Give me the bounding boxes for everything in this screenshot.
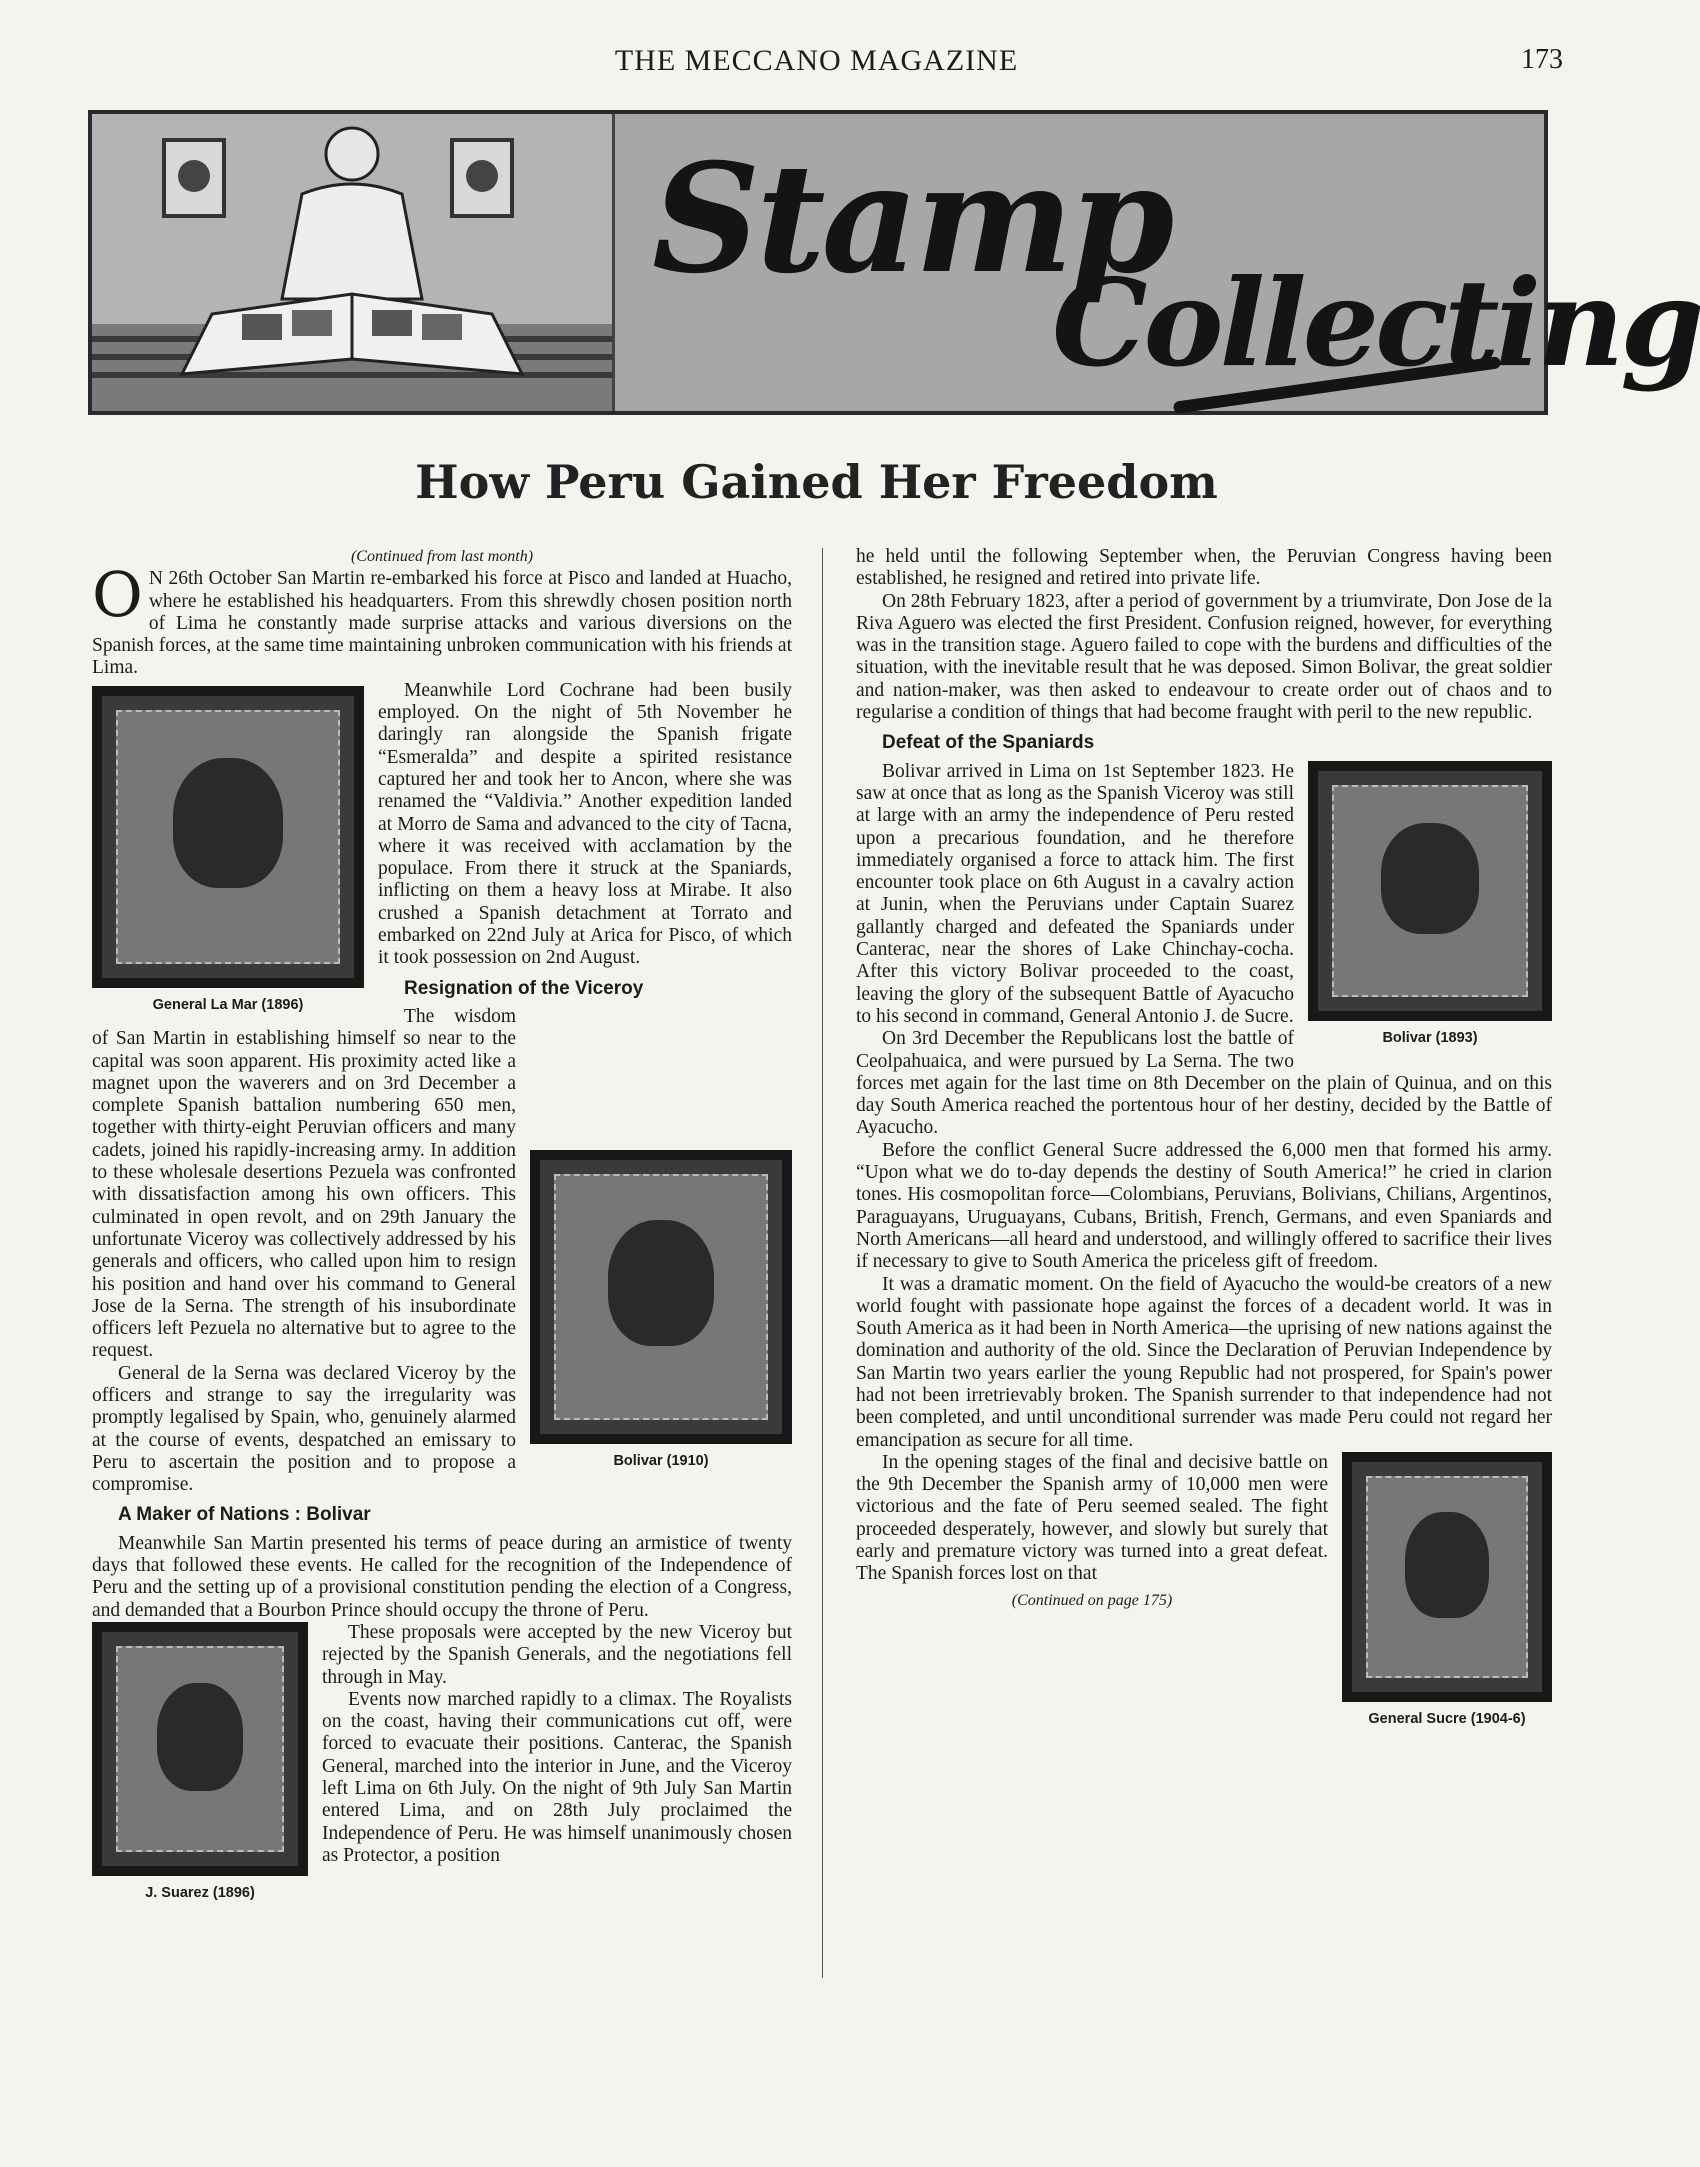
paragraph: On 28th February 1823, after a period of government by a triumvirate, Don Jose de la Riva Aguero was elected the first President. Confusion reigned, however, for everything was in the transition stage. Aguero failed to cope with the burdens and difficulties of the situation, with the inevitable result that he was deposed. Simon Bolivar, the great soldier and nation-maker, was then asked to endeavour to create order out of chaos and to regularise a condition of things that had become fraught with peril to the new republic. xyxy=(856,590,1552,724)
paragraph: General de la Serna was declared Viceroy by the officers and strange to say the irregularity was promptly legalised by Spain, who, genuinely alarmed at the course of events, despatched an emissary to Peru to ascertain the position and to propose a compromise. xyxy=(92,1362,516,1496)
paragraph: Meanwhile San Martin presented his terms of peace during an armistice of twenty days that followed these events. He called for the recognition of the Independence of Peru and the setting up of a provisional constitution pending the election of a Congress, and demanded that a Bourbon Prince should occupy the throne of Peru. xyxy=(92,1532,792,1621)
stamp-image xyxy=(1342,1452,1552,1702)
stamp-image xyxy=(92,686,364,988)
stamp-collecting-banner xyxy=(88,110,1700,415)
stamp-general-la-mar xyxy=(92,686,364,1016)
banner-title-collecting: Collecting xyxy=(1052,253,1700,394)
portrait-icon xyxy=(608,1220,714,1346)
paragraph: On 3rd December the Republicans lost the battle of Ceolpahuaica, and were pursued by La Serna. The two forces met again for the last time on 8th December on the plain of Quinua, and on this day South America reached the portentous hour of her destiny, decided by the Battle of Ayacucho. xyxy=(856,1028,1552,1139)
paragraph: Meanwhile Lord Cochrane had been busily employed. On the night of 5th November he daringly ran alongside the Spanish frigate “Esmeralda” and despite a spirited resistance captured her and took her to Ancon, where she was renamed the “Valdivia.” Another expedition landed at Morro de Sama and advanced to the city of Tacna, where it was received with acclamation by the populace. From there it struck at the Spaniards, inflicting on them a heavy loss at Mirabe. It also crushed a Spanish detachment at Torrato and embarked on 22nd July at Arica for Pisco, of which it took possession on 2nd August. xyxy=(378,679,792,969)
stamp-image xyxy=(530,1150,792,1444)
stamp-image xyxy=(92,1622,308,1876)
continued-on-note: (Continued on page 175) xyxy=(1011,1591,1173,1609)
drop-cap: O xyxy=(92,558,143,632)
banner-illustration xyxy=(92,114,612,411)
paragraph xyxy=(92,558,792,679)
collector-illustration-icon xyxy=(92,114,612,411)
stamp-j-suarez xyxy=(92,1622,308,1904)
right-column xyxy=(856,546,1552,1734)
stamp-caption: Bolivar (1893) xyxy=(1382,1029,1478,1046)
portrait-icon xyxy=(157,1683,243,1791)
paragraph: Events now marched rapidly to a climax. The Royalists on the coast, having their communications cut off, were forced to evacuate their positions. Canterac, the Spanish General, marched into the interior in June, and the Viceroy left Lima on 6th July. On the night of 9th July San Martin entered Lima, and on 28th July proclaimed the Independence of Peru. He was himself unanimously chosen as Protector, a position xyxy=(322,1688,792,1866)
column-divider xyxy=(822,548,823,1978)
section-heading-defeat: Defeat of the Spaniards xyxy=(882,732,1095,754)
magazine-title: THE MECCANO MAGAZINE xyxy=(614,44,1019,77)
paragraph: he held until the following September when, the Peruvian Congress having been established, he resigned and retired into private life. xyxy=(856,546,1552,590)
stamp-bolivar-1893 xyxy=(1308,761,1552,1049)
paragraph-text: N 26th October San Martin re-embarked his force at Pisco and landed at Huacho, where he established his headquarters. From this shrewdly chosen position north of Lima he constantly made surprise attacks and various diversions on the Spanish forces, at the same time maintaining unbroken communication with his friends at Lima. xyxy=(92,568,792,679)
paragraph: The wisdom of San Martin in establishing himself so near to the capital was soon apparent. His proximity acted like a magnet upon the waverers and on 3rd December a complete Spanish battalion numbering 650 men, together with thirty-eight Peruvian officers and many cadets, joined his rapidly-increasing army. In addition to these wholesale desertions Pezuela was confronted with dissatisfaction among his own officers. This culminated in open revolt, and on 29th January the unfortunate Viceroy was collectively addressed by his generals and officers, who called upon him to resign his position and hand over his command to General Jose de la Serna. The strength of his insubordinate officers left Pezuela no alternative but to agree to the request. xyxy=(92,1005,516,1362)
stamp-image xyxy=(1308,761,1552,1021)
paragraph: Bolivar arrived in Lima on 1st September 1823. He saw at once that as long as the Spanish Viceroy was still at large with an army the independence of Peru rested upon a precarious foundation, and he therefore immediately organised a force to attack him. The first encounter took place on 6th August in a cavalry action at Junin, when the Peruvians under Captain Suarez gallantly charged and defeated the Spaniards under Canterac, near the shores of Lake Chinchay-cocha. After this victory Bolivar proceeded to the coast, leaving the glory of the subsequent Battle of Ayacucho to his second in command, General Antonio J. de Sucre. xyxy=(856,760,1294,1027)
page-number: 173 xyxy=(1521,44,1563,75)
left-column xyxy=(92,546,792,1908)
continued-from-note: (Continued from last month) xyxy=(350,548,534,565)
portrait-icon xyxy=(1381,823,1480,933)
portrait-icon xyxy=(1405,1512,1489,1618)
stamp-caption: General Sucre (1904-6) xyxy=(1368,1710,1526,1727)
paragraph: These proposals were accepted by the new Viceroy but rejected by the Spanish Generals, and the negotiations fell through in May. xyxy=(322,1621,792,1688)
stamp-bolivar-1910 xyxy=(530,1150,792,1472)
section-heading-bolivar: A Maker of Nations : Bolivar xyxy=(118,1504,371,1526)
banner-title-stamp: Stamp xyxy=(652,131,1171,307)
paragraph: Before the conflict General Sucre addressed the 6,000 men that formed his army. “Upon what we do to-day depends the destiny of South America!” he cried in clarion tones. His cosmopolitan force—Colombians, Peruvians, Bolivians, Chilians, Argentinos, Paraguayans, Uruguayans, Cubans, British, French, Germans, and even Spaniards and North Americans—all heard and understood, and willingly offered to sacrifice their lives if necessary to give to South America the priceless gift of freedom. xyxy=(856,1139,1552,1273)
stamp-general-sucre xyxy=(1342,1452,1552,1730)
paragraph: In the opening stages of the final and decisive battle on the 9th December the Spanish army of 10,000 men were victorious and the fate of Peru seemed sealed. The fight proceeded desperately, however, and slowly but surely that early and premature victory was turned into a great defeat. The Spanish forces lost on that xyxy=(856,1451,1328,1585)
paragraph: It was a dramatic moment. On the field of Ayacucho the would-be creators of a new world fought with passionate hope against the forces of a decadent world. It was in South America as it had been in North America—the uprising of new nations against the domination and authority of the old. Since the Declaration of Peruvian Independence by San Martin two years earlier the young Republic had not prospered, for Spain's power had not been irretrievably broken. The Spanish surrender to that independence had not been completed, and until unconditional surrender was made Peru could not regard her emancipation as secure for all time. xyxy=(856,1273,1552,1451)
portrait-icon xyxy=(173,758,284,888)
section-heading-viceroy: Resignation of the Viceroy xyxy=(404,977,644,999)
article-headline: How Peru Gained Her Freedom xyxy=(415,455,1218,509)
stamp-caption: J. Suarez (1896) xyxy=(145,1884,255,1901)
stamp-caption: Bolivar (1910) xyxy=(613,1452,709,1469)
running-head xyxy=(0,44,1633,84)
stamp-caption: General La Mar (1896) xyxy=(152,996,304,1013)
